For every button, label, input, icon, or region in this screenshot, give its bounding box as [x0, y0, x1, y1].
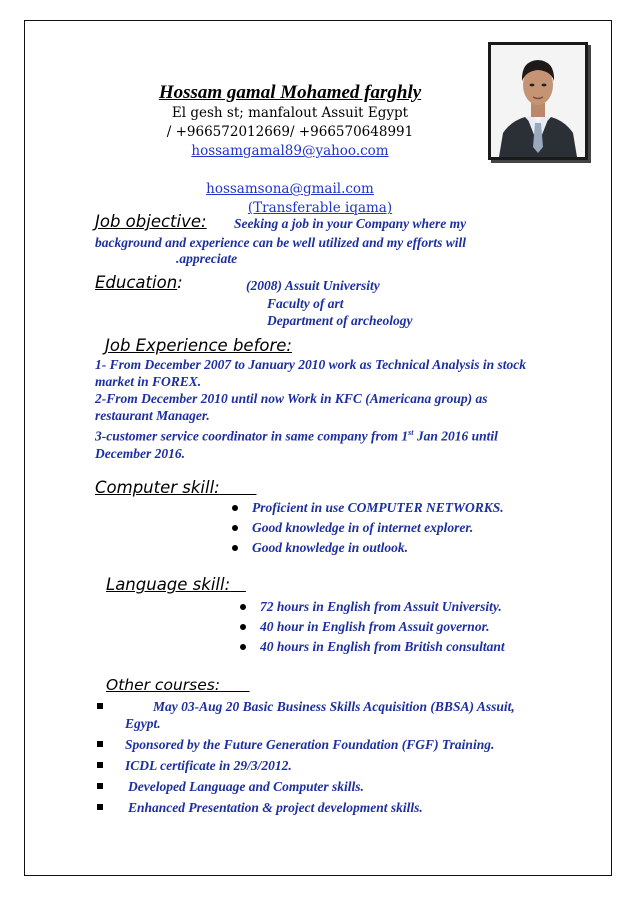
computer-skill-list [230, 498, 504, 558]
other-courses-list [95, 698, 545, 820]
header-block [110, 82, 470, 218]
computer-skill-heading-text: Computer skill: [95, 478, 220, 497]
language-skill-heading [106, 575, 246, 594]
experience-item-1: 1- From December 2007 to January 2010 work as Technical Analysis in stock market in FOREX. [95, 357, 527, 389]
language-skill-heading-text: Language skill: [106, 575, 231, 594]
list-item: Proficient in use COMPUTER NETWORKS. [230, 498, 504, 518]
course-item-text: Enhanced Presentation & project development skills. [128, 800, 423, 815]
list-item: 72 hours in English from Assuit University. [238, 597, 505, 617]
language-skill-list [238, 597, 505, 657]
experience-heading: Job Experience before: [105, 336, 292, 355]
experience-item-3 [95, 424, 535, 462]
experience-item-3-part2: Jan 2016 until December 2016. [95, 428, 498, 461]
list-item: Good knowledge in of internet explorer. [230, 518, 504, 538]
list-item [95, 799, 545, 816]
person-photo-icon [491, 45, 585, 157]
list-item: 40 hours in English from British consultant [238, 637, 505, 657]
job-objective-line1: Seeking a job in your Company where my [234, 216, 467, 231]
email-link-gmail[interactable]: hossamsona@gmail.com [206, 181, 374, 197]
education-year-university: (2008) Assuit University [246, 278, 380, 293]
job-objective-line3: .appreciate [176, 251, 238, 266]
job-objective-heading: Job objective: [95, 212, 207, 231]
experience-item-3-part1: 3-customer service coordinator in same company from 1 [95, 428, 409, 444]
education-department: Department of archeology [267, 313, 413, 328]
education-colon: : [177, 273, 183, 292]
list-item: Good knowledge in outlook. [230, 538, 504, 558]
phone-numbers: / +966572012669/ +966570648991 [166, 124, 414, 140]
job-objective-line2: background and experience can be well utilized and my efforts will [95, 235, 466, 250]
email-link-yahoo[interactable]: hossamgamal89@yahoo.com [191, 143, 389, 159]
iqama-status: (Transferable iqama) [247, 200, 393, 216]
list-item: Sponsored by the Future Generation Foundation (FGF) Training. [95, 736, 545, 753]
list-item [95, 698, 545, 732]
education-heading: Education [95, 273, 178, 292]
other-courses-heading [106, 676, 250, 694]
education-faculty: Faculty of art [267, 296, 344, 311]
computer-skill-heading [95, 478, 256, 497]
list-item [95, 778, 545, 795]
profile-photo [488, 42, 588, 160]
list-item: ICDL certificate in 29/3/2012. [95, 757, 545, 774]
other-courses-heading-text: Other courses: [106, 676, 221, 694]
experience-item-2: 2-From December 2010 until now Work in KFC (Americana group) as restaurant Manager. [95, 391, 488, 423]
course-item-text: Developed Language and Computer skills. [128, 779, 364, 794]
candidate-name: Hossam gamal Mohamed farghly [158, 82, 422, 103]
list-item: 40 hour in English from Assuit governor. [238, 617, 505, 637]
address: El gesh st; manfalout Assuit Egypt [171, 105, 409, 121]
experience-item-3-sup: st [408, 428, 414, 437]
course-item-text: May 03-Aug 20 Basic Business Skills Acquisition (BBSA) Assuit, Egypt. [125, 699, 515, 731]
education-heading-wrap [95, 273, 183, 292]
